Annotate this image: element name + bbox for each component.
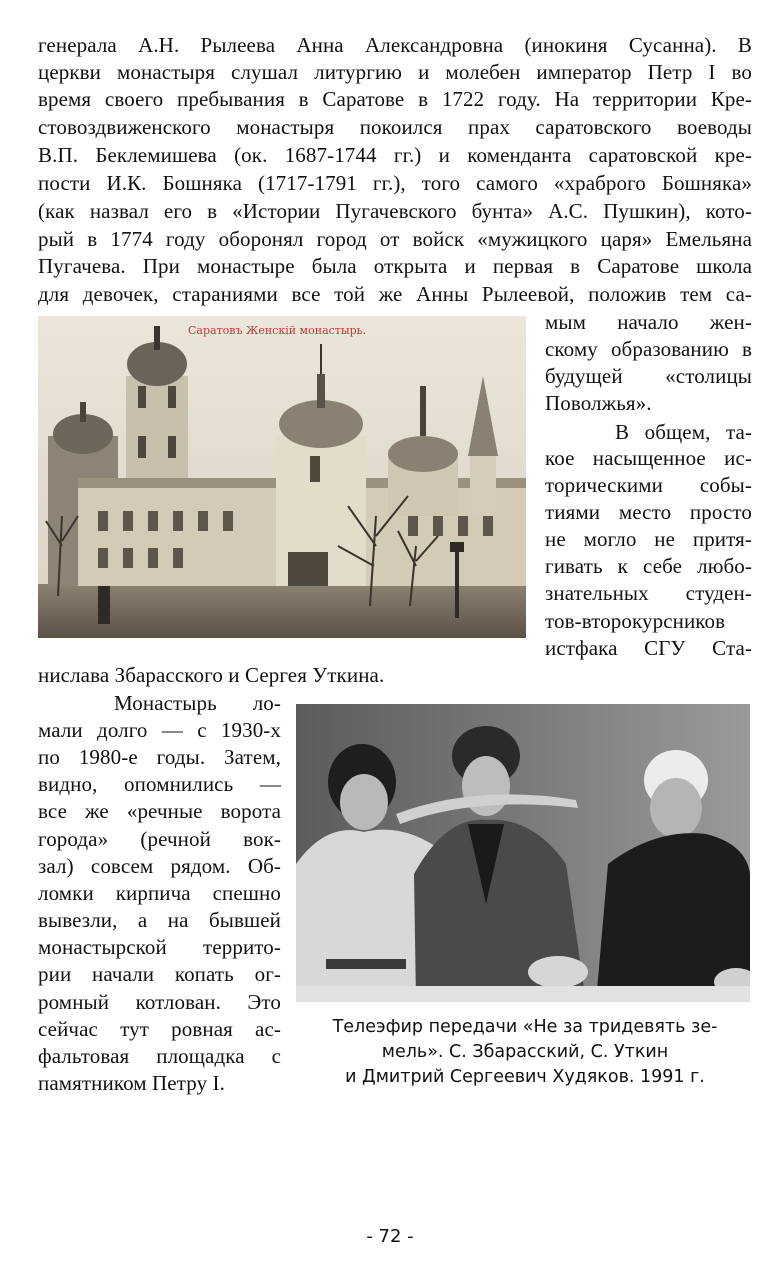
body-text-line: зал) совсем рядом. Об- xyxy=(38,854,281,878)
body-text-line: пости И.К. Бошняка (1717-1791 гг.), того самого «храброго Бошняка» xyxy=(38,171,752,195)
body-text-line: сейчас тут ровная ас- xyxy=(38,1017,281,1041)
body-text-line: стовоздвиженского монастыря покоился прах саратовского воеводы xyxy=(38,115,752,139)
postcard-caption: Саратовъ Женскiй монастырь. xyxy=(188,324,367,337)
body-text-line: вывезли, а на бывшей xyxy=(38,908,281,932)
page-number: - 72 - xyxy=(366,1226,414,1247)
body-text-line: монастырской террито- xyxy=(38,935,281,959)
body-text-line: ломки кирпича спешно xyxy=(38,881,281,905)
monastery-image xyxy=(38,316,526,638)
body-text-line: В общем, та- xyxy=(615,420,752,444)
body-text-line: не могло не притя- xyxy=(545,527,752,551)
body-text-line: мали долго — с 1930-х xyxy=(38,718,281,742)
body-text-line: знательных студен- xyxy=(545,581,752,605)
body-text-line: мым начало жен- xyxy=(545,310,752,334)
tv-broadcast-photo xyxy=(296,704,750,1002)
three-men-image xyxy=(296,704,750,1002)
body-text-line: Монастырь ло- xyxy=(114,691,281,715)
body-text-line: Поволжья». xyxy=(545,391,652,415)
body-text-line: время своего пребывания в Саратове в 1722 году. На территории Кре- xyxy=(38,87,752,111)
body-text-line: для девочек, стараниями все той же Анны Рылеевой, положив тем са- xyxy=(38,282,752,306)
body-text-line: генерала А.Н. Рылеева Анна Александровна (инокиня Сусанна). В xyxy=(38,33,752,57)
body-text-line: В.П. Беклемишева (ок. 1687-1744 гг.) и коменданта саратовской кре- xyxy=(38,143,752,167)
body-text-line: тов-второкурсников xyxy=(545,609,726,633)
body-text-line: рый в 1774 году оборонял город от войск «мужицкого царя» Емельяна xyxy=(38,227,752,251)
body-text-line: истфака СГУ Ста- xyxy=(545,636,752,660)
body-text-line: церкви монастыря слушал литургию и молебен император Петр I во xyxy=(38,60,752,84)
body-text-line: все же «речные ворота xyxy=(38,799,281,823)
photo-caption-line: и Дмитрий Сергеевич Худяков. 1991 г. xyxy=(345,1067,705,1087)
body-text-line: скому образованию в xyxy=(545,337,752,361)
body-text-line: ромный котлован. Это xyxy=(38,990,281,1014)
body-text-line: рии начали копать ог- xyxy=(38,962,281,986)
body-text-line: гивать к себе любо- xyxy=(545,554,752,578)
body-text-line: фальтовая площадка с xyxy=(38,1044,281,1068)
photo-caption-line: мель». С. Збарасский, С. Уткин xyxy=(381,1042,669,1062)
body-text-line: нислава Збарасского и Сергея Уткина. xyxy=(38,663,385,687)
photo-caption-line: Телеэфир передачи «Не за тридевять зе- xyxy=(332,1017,718,1037)
body-text-line: торическими собы- xyxy=(545,473,752,497)
body-text-line: по 1980-е годы. Затем, xyxy=(38,745,281,769)
body-text-line: памятником Петру I. xyxy=(38,1071,225,1095)
body-text-line: кое насыщенное ис- xyxy=(545,446,752,470)
body-text-line: видно, опомнились — xyxy=(38,772,281,796)
monastery-postcard-photo xyxy=(38,316,526,638)
body-text-line: тиями место просто xyxy=(545,500,752,524)
body-text-line: города» (речной вок- xyxy=(38,827,281,851)
body-text-line: Пугачева. При монастыре была открыта и первая в Саратове школа xyxy=(38,254,752,278)
body-text-line: будущей «столицы xyxy=(545,364,752,388)
body-text-line: (как назвал его в «Истории Пугачевского бунта» А.С. Пушкин), кото- xyxy=(38,199,752,223)
